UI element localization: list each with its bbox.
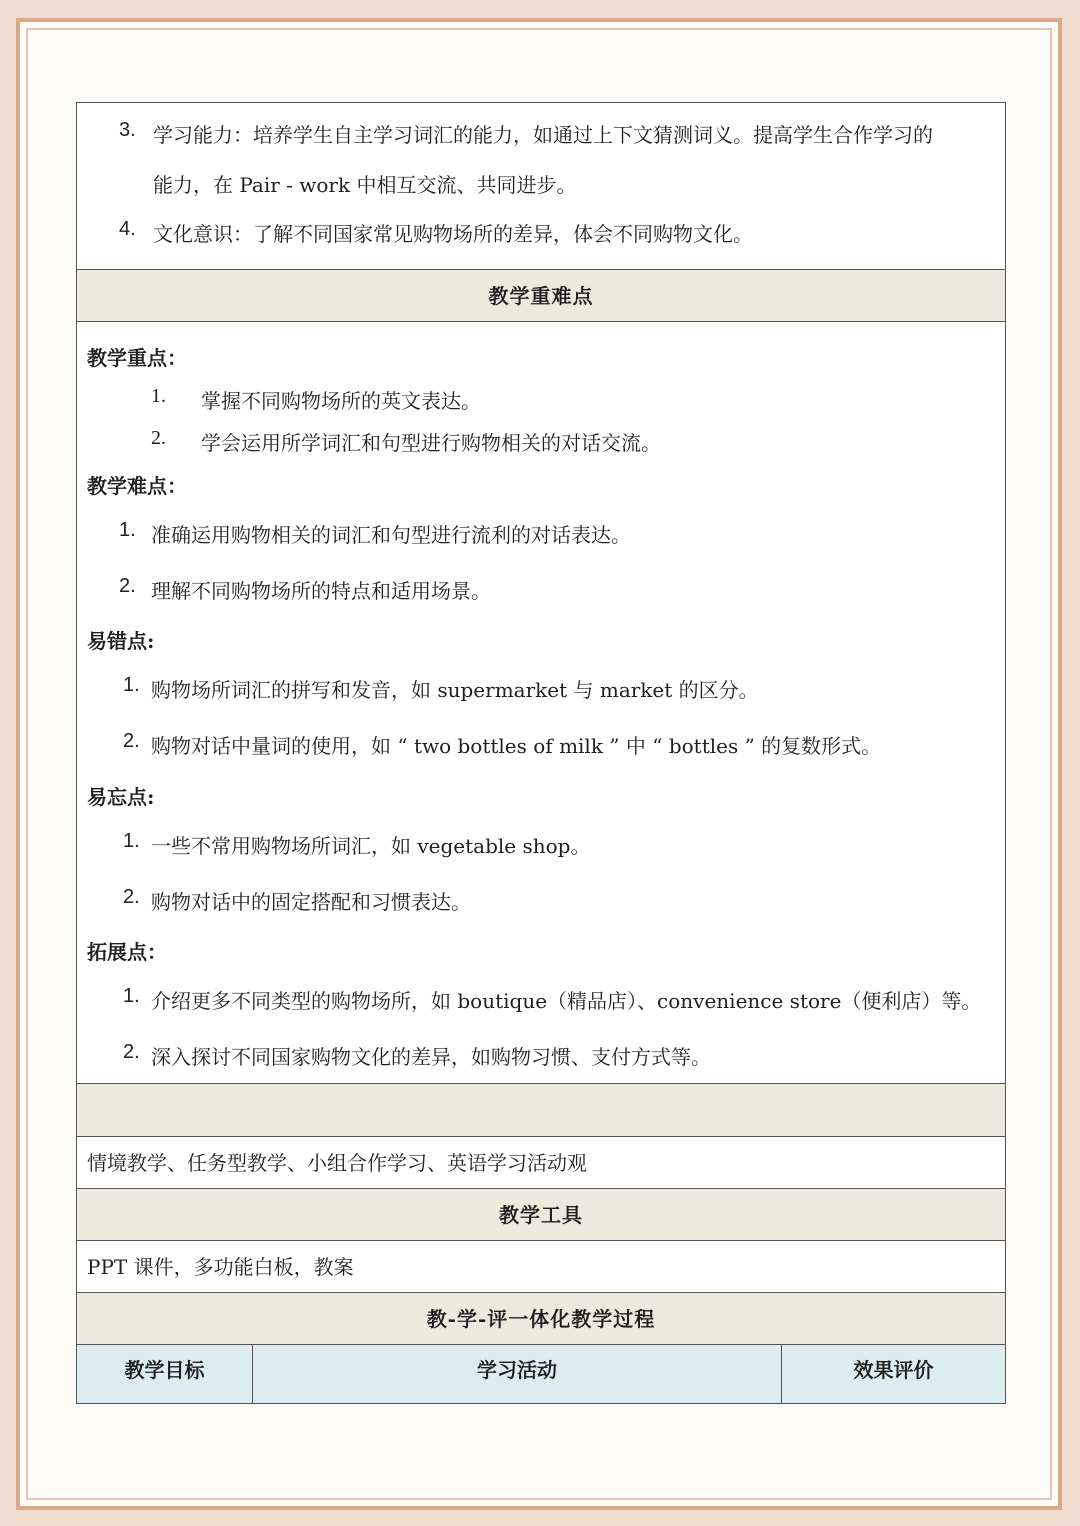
key-difficult-section	[77, 322, 1005, 1084]
error-item-2-number: 2.	[123, 730, 140, 752]
error-item-2-text: 购物对话中量词的使用，如 “ two bottles of milk ” 中 “ bottles ” 的复数形式。	[151, 734, 882, 758]
error-item-1-text: 购物场所词汇的拼写和发音，如 supermarket 与 market 的区分。	[151, 678, 759, 702]
difficult-item-1-text: 准确运用购物相关的词汇和句型进行流利的对话表达。	[151, 523, 631, 547]
extend-points-heading: 拓展点：	[87, 940, 167, 964]
key-points-heading: 教学重点：	[87, 346, 187, 370]
extend-item-2-number: 2.	[123, 1041, 140, 1063]
extend-item-2-text: 深入探讨不同国家购物文化的差异，如购物习惯、支付方式等。	[151, 1045, 711, 1069]
teaching-methods-band	[77, 1084, 1005, 1137]
goal-3-number: 3.	[119, 119, 136, 141]
error-item-1-number: 1.	[123, 674, 140, 696]
forget-item-1-text: 一些不常用购物场所词汇，如 vegetable shop。	[151, 834, 591, 858]
key-item-1-number: 1.	[151, 385, 166, 407]
key-item-1-text: 掌握不同购物场所的英文表达。	[201, 389, 481, 413]
process-column-headers	[77, 1345, 1005, 1403]
teaching-methods-text: 情境教学、任务型教学、小组合作学习、英语学习活动观	[77, 1137, 1005, 1189]
forget-points-heading: 易忘点:	[87, 785, 155, 809]
extend-item-1-number: 1.	[123, 985, 140, 1007]
goals-section	[77, 103, 1005, 270]
key-difficult-band: 教学重难点	[77, 270, 1005, 322]
teaching-tools-band: 教学工具	[77, 1189, 1005, 1241]
extend-item-1-text: 介绍更多不同类型的购物场所，如 boutique（精品店）、convenience store（便利店）等。	[151, 989, 982, 1013]
column-header-evaluation: 效果评价	[781, 1345, 1005, 1403]
column-header-goal: 教学目标	[124, 1358, 205, 1382]
teaching-process-band: 教-学-评一体化教学过程	[77, 1293, 1005, 1345]
error-points-heading: 易错点:	[87, 629, 155, 653]
lesson-plan-table	[76, 102, 1006, 1404]
forget-item-2-number: 2.	[123, 886, 140, 908]
goal-4-text: 文化意识：了解不同国家常见购物场所的差异，体会不同购物文化。	[153, 222, 753, 246]
teaching-tools-text: PPT 课件，多功能白板，教案	[77, 1241, 1005, 1293]
forget-item-2-text: 购物对话中的固定搭配和习惯表达。	[151, 890, 471, 914]
column-header-activity: 学习活动	[252, 1345, 781, 1403]
goal-3-line-1: 学习能力：培养学生自主学习词汇的能力，如通过上下文猜测词义。提高学生合作学习的	[153, 123, 933, 147]
goal-4-number: 4.	[119, 218, 136, 240]
difficult-item-1-number: 1.	[119, 519, 136, 541]
difficult-points-heading: 教学难点：	[87, 474, 187, 498]
forget-item-1-number: 1.	[123, 830, 140, 852]
difficult-item-2-number: 2.	[119, 575, 136, 597]
key-item-2-number: 2.	[151, 427, 166, 449]
difficult-item-2-text: 理解不同购物场所的特点和适用场景。	[151, 579, 491, 603]
goal-3-line-2: 能力，在 Pair - work 中相互交流、共同进步。	[153, 173, 577, 197]
key-item-2-text: 学会运用所学词汇和句型进行购物相关的对话交流。	[201, 431, 661, 455]
